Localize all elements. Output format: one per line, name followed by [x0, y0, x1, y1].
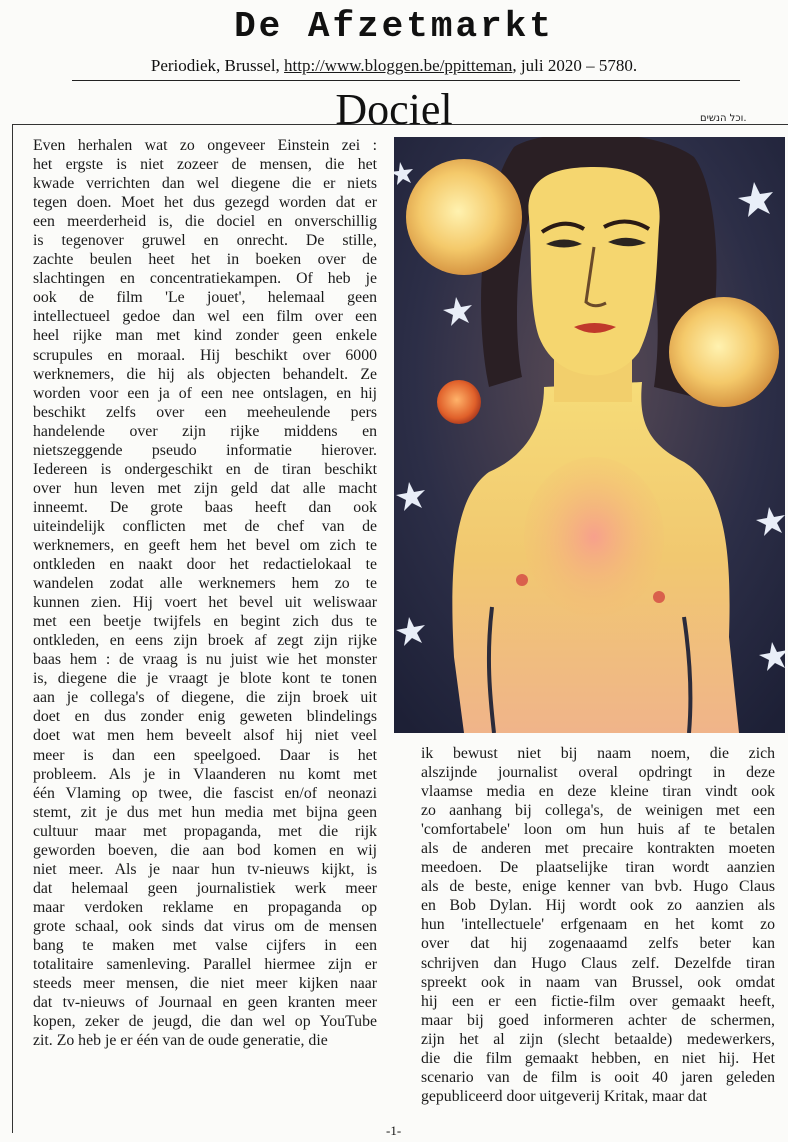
article-text-line: zit. Zo heb je er één van de oude generatie, die: [33, 1032, 328, 1050]
article-text-line: steeds meer mensen, die niet meer kijken naar: [33, 975, 377, 993]
painting-face: [528, 167, 659, 375]
article-text-line: werknemers, en geeft hem het bevel om zich te: [33, 536, 377, 554]
article-text-line: het ergste is niet zozeer de mensen, die het: [33, 156, 377, 174]
article-text-line: is tegenover gruwel en onrecht. De stille,: [33, 232, 377, 250]
publication-info-prefix: Periodiek, Brussel,: [150, 56, 285, 75]
article-text-line: ontkleden en naakt door het redactielokaal te: [33, 556, 377, 574]
article-text-line: slachtingen en concentratiekampen. Of heb je: [33, 270, 377, 288]
article-text-line: grote schaal, ook sinds dat virus om de mensen: [33, 917, 377, 935]
publication-info: [0, 56, 788, 76]
article-text-line: hij een er een fictie-film over gemaakt heeft,: [421, 992, 775, 1010]
article-text-line: schrijven dan Hugo Claus zelf. Dezelfde tiran: [421, 954, 775, 972]
article-text-line: intellectueel gedoe dan wel een film over een: [33, 308, 377, 326]
article-text-line: dat tv-nieuws of Journaal en geen kranten meer: [33, 994, 377, 1012]
article-text-line: vlaamse media en deze kleine tiran vindt ook: [421, 783, 775, 801]
article-text-line: hun 'intellectuele' erfgenaam en het komt zo: [421, 916, 775, 934]
article-text-line: maar bij goed informeren achter de schermen,: [421, 1011, 775, 1029]
article-text-line: spreekt ook in naam van Brussel, ook omdat: [421, 973, 775, 991]
article-text-line: een meerderheid is, die dociel en onverschillig: [33, 213, 377, 231]
article-text-line: is, diegene die je vraagt je blote kont te tonen: [33, 670, 377, 688]
article-text-line: kwade verrichten dan wel diegene die er niets: [33, 175, 377, 193]
article-column-left: [33, 136, 377, 1050]
article-text-line: alszijnde journalist overal opdringt in deze: [421, 764, 775, 782]
article-text-line: totalitaire samenleving. Parallel hiermee zijn er: [33, 956, 377, 974]
page-number: -1-: [386, 1123, 402, 1138]
painting-illustration: [394, 137, 785, 733]
article-text-line: 'comfortabele' loon om hun huis af te betalen: [421, 821, 775, 839]
article-text-line: ik bewust niet bij naam noem, die zich: [421, 745, 775, 762]
article-text-line: ook de film 'Le jouet', helemaal geen: [33, 289, 377, 307]
article-text-line: over hun leven met zijn geld dat alle macht: [33, 479, 377, 497]
article-text-line: baas hem : de vraag is nu juist wie het monster: [33, 651, 377, 669]
painting-sun-left: [406, 159, 522, 275]
article-text-line: niet meer. Als je naar hun tv-nieuws kijkt, is: [33, 860, 377, 878]
article-text-line: scenario van de film is ooit 40 jaren geleden: [421, 1068, 775, 1086]
article-text-line: kopen, zeker de jeugd, die dan wel op YouTube: [33, 1013, 377, 1031]
article-text-line: wandelen zodat alle werknemers hem zo te: [33, 575, 377, 593]
article-text-line: aan je collega's of diegene, die zijn broek uit: [33, 689, 377, 707]
article-text-line: worden voor een ja of een nee ontslagen, en hij: [33, 384, 377, 402]
article-text-line: zo aanhang bij collega's, de weinigen met een: [421, 802, 775, 820]
article-text-line: stemt, zit je dus met hun media met bijna geen: [33, 803, 377, 821]
article-text-line: geworden boeven, die aan bod komen en wij: [33, 841, 377, 859]
article-text-line: Iedereen is ondergeschikt en de tiran beschikt: [33, 460, 377, 478]
article-text-line: maar verdoken reklame en propaganda op: [33, 898, 377, 916]
masthead-title: De Afzetmarkt: [234, 6, 554, 47]
article-text-line: werknemers, die hij als objecten behandelt. Ze: [33, 365, 377, 383]
article-text-line: zachte beulen heet het in boeken over de: [33, 251, 377, 269]
article-text-line: cultuur maar met propaganda, met die rijk: [33, 822, 377, 840]
article-text-line: als de anderen met precaire kontrakten moeten: [421, 840, 775, 858]
article-text-line: doet wat men hem beveelt alsof hij niet veel: [33, 727, 377, 745]
publication-info-suffix: , juli 2020 – 5780.: [512, 56, 638, 75]
header-rule: [72, 80, 740, 81]
article-text-line: scrupules en moraal. Hij beschikt over 6000: [33, 346, 377, 364]
article-text-line: beschikt zelfs over een meeheulende pers: [33, 403, 377, 421]
painting-nipple-left: [516, 574, 528, 586]
article-text-line: Even herhalen wat zo ongeveer Einstein zei :: [33, 137, 377, 154]
article-text-line: meer is dan een speelgoed. Daar is het: [33, 746, 377, 764]
article-text-line: gepubliceerd door uitgeverij Kritak, maar dat: [421, 1087, 707, 1105]
article-text-line: zijn het al zijn (slecht betaalde) medewerkers,: [421, 1030, 775, 1048]
article-text-line: uiteindelijk conflicten met de chef van de: [33, 517, 377, 535]
article-text-line: ontkleden, en eens zijn broek af zegt zijn rijke: [33, 632, 377, 650]
article-text-line: als de beste, enige kenner van bvb. Hugo Claus: [421, 878, 775, 896]
article-text-line: nietszeggende pseudo informatie hierover.: [33, 441, 377, 459]
article-text-line: kunnen zien. Hij voert het bevel uit weliswaar: [33, 594, 377, 612]
hebrew-note: וכל הנשים.: [700, 113, 747, 124]
article-text-line: heel rijke man met kind zonder geen enkele: [33, 327, 377, 345]
article-text-line: één Vlaming op twee, die fascist en/of neonazi: [33, 784, 377, 802]
article-title: Dociel: [335, 85, 453, 134]
painting-small-orange-planet: [437, 380, 481, 424]
blog-link[interactable]: http://www.bloggen.be/ppitteman: [284, 56, 513, 75]
article-text-line: tegen doen. Moet het dus gezegd worden dat er: [33, 194, 377, 212]
article-text-line: die die film gemaakt hebben, en niet hij. Het: [421, 1049, 775, 1067]
article-column-right: [421, 744, 775, 1106]
painting-sun-right: [669, 297, 779, 407]
article-text-line: doet en dus zonder enig geweten blindelings: [33, 708, 377, 726]
article-text-line: met een beetje twijfels en begint zich dus te: [33, 613, 377, 631]
article-text-line: meedoen. De plaatselijke tiran wordt aanzien: [421, 859, 775, 877]
article-text-line: handelende over zijn rijke middens en: [33, 422, 377, 440]
article-text-line: bang te maken met valse cijfers in een: [33, 936, 377, 954]
painting-chest-highlight: [524, 457, 664, 617]
article-text-line: dat helemaal geen journalistiek werk meer: [33, 879, 377, 897]
article-text-line: probleem. Als je in Vlaanderen nu komt met: [33, 765, 377, 783]
painting-nipple-right: [653, 591, 665, 603]
article-text-line: inneemt. De grote baas heeft dan ook: [33, 498, 377, 516]
article-text-line: en Bob Dylan. Hij wordt ook zo aanzien als: [421, 897, 775, 915]
article-text-line: over dat hij zogenaaamd zelfs beter kan: [421, 935, 775, 953]
